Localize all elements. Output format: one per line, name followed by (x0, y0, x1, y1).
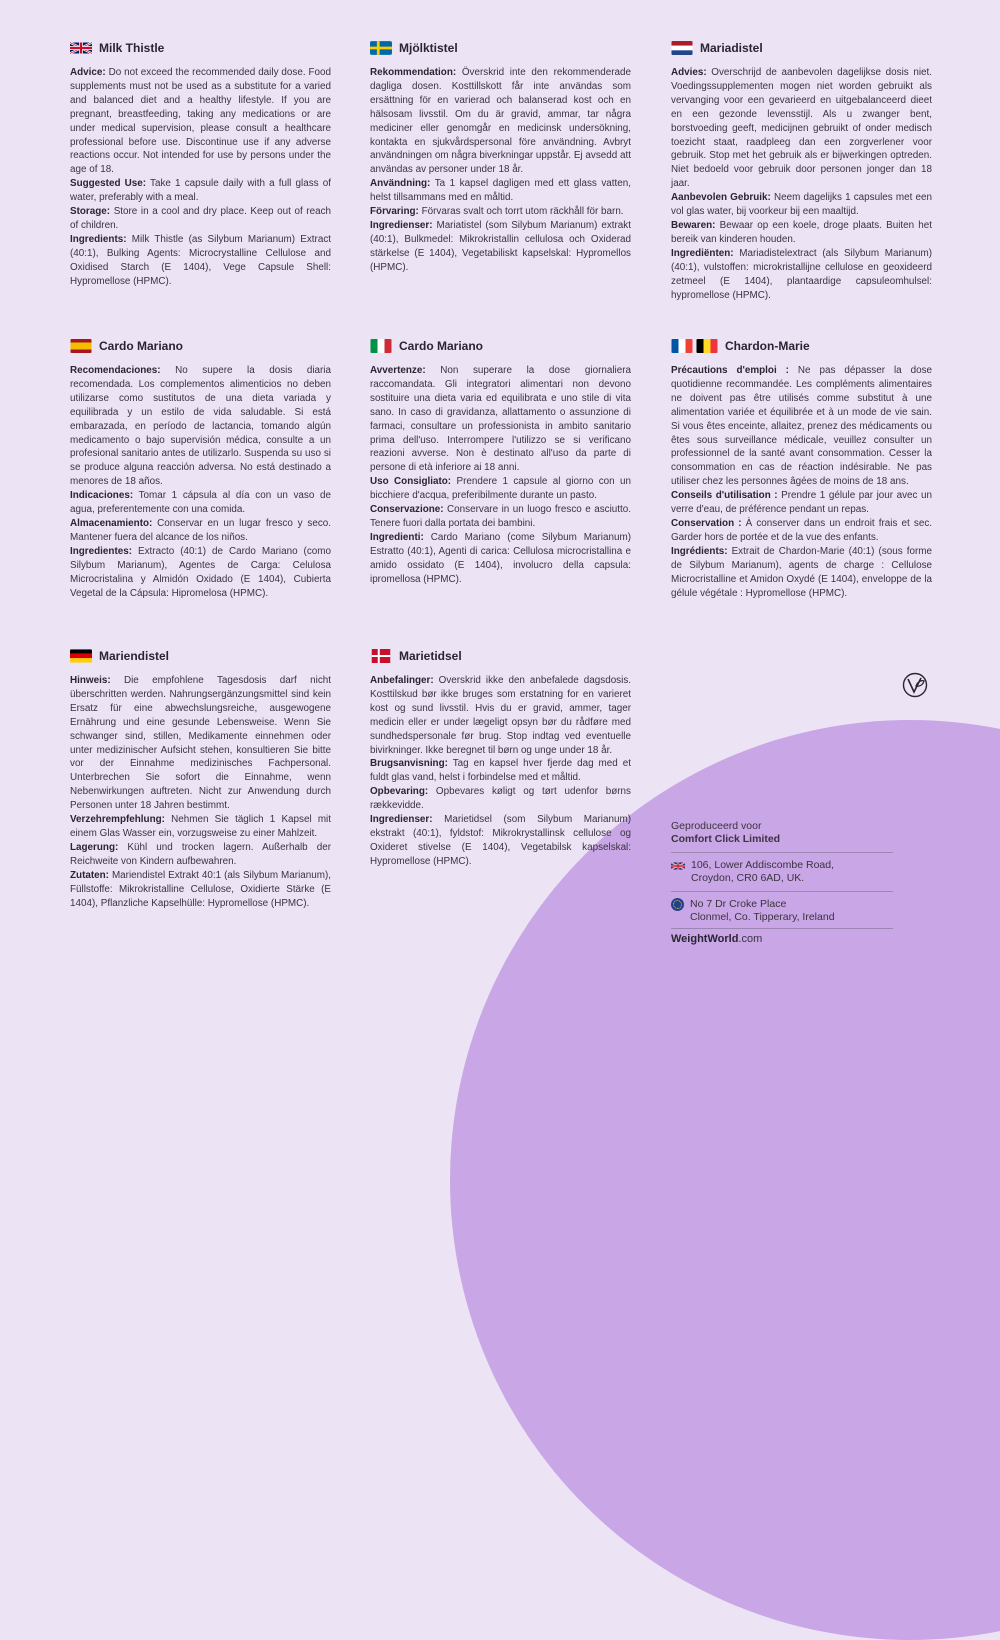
ingredients-text: Cardo Mariano (come Silybum Marianum) Estratto (40:1), Agenti di carica: Cellulosa microcristallina e amido ossidato (E 1404), involucro della capsula: ipromellosa (HPMC). (370, 531, 631, 585)
use-label: Användning: (370, 178, 431, 190)
section-sv (370, 40, 631, 275)
use-label: Conseils d'utilisation : (671, 490, 778, 502)
section-header (370, 648, 631, 664)
storage-label: Bewaren: (671, 219, 716, 231)
storage-text: Conservar en un lugar fresco y seco. Mantener fuera del alcance de los niños. (70, 517, 331, 543)
ie-address-line-1: No 7 Dr Croke Place (690, 898, 787, 910)
storage-label: Conservation : (671, 517, 742, 529)
ie-address (671, 891, 893, 924)
storage-text: Förvaras svalt och torrt utom räckhåll för barn. (421, 206, 624, 218)
section-header (671, 40, 932, 56)
section-title: Mjölktistel (399, 41, 458, 55)
advice-text: Die empfohlene Tagesdosis darf nicht überschritten werden. Nahrungsergänzungsmittel sind kein Ersatz für eine abwechslungsreiche, ausgewogene Ernährung und eine gesunde Lebensweise. Wenn Sie schwanger sind, stillen, Medikamente einnehmen oder unter medizinischer Aufsicht stehen, konsultieren Sie bitte vor der Einnahme medizinisches Fachpersonal. Unterbrechen Sie sofort die Einnahme, wenn Nebenwirkungen auftreten. Nicht zur Anwendung durch Personen unter 18 Jahren bestimmt. (70, 675, 331, 812)
section-header (70, 40, 331, 56)
section-body (70, 364, 331, 600)
section-header (70, 648, 331, 664)
section-en (70, 40, 331, 289)
france-flag-icon (671, 339, 693, 353)
storage-text: Opbevares køligt og tørt udenfor børns rækkevidde. (370, 786, 631, 812)
vegan-icon (902, 672, 928, 698)
use-text: Prendere 1 capsule al giorno con un bicchiere d'acqua, preferibilmente durante un pasto. (370, 476, 631, 502)
section-title: Mariendistel (99, 649, 170, 663)
section-header (671, 338, 932, 354)
uk-address (671, 852, 893, 885)
advice-label: Rekommendation: (370, 67, 457, 78)
section-body (671, 66, 932, 302)
section-title: Marietidsel (399, 649, 462, 663)
section-header (370, 338, 631, 354)
brand-url (671, 928, 893, 945)
ingredients-text: Mariatistel (som Silybum Marianum) extrakt (40:1), Bulkmedel: Mikrokristallin cellulosa och Oxiderad stärkelse (E 1404), Vegetabiliskt kapselskal: Hypromellos (HPMC). (370, 219, 631, 273)
use-text: Take 1 capsule daily with a full glass of water, preferably with a meal. (70, 178, 331, 204)
section-body (70, 674, 331, 910)
use-label: Brugsanvisning: (370, 758, 448, 770)
storage-label: Conservazione: (370, 504, 444, 516)
ingredients-label: Ingrediënten: (671, 247, 734, 259)
use-text: Neem dagelijks 1 capsules met een vol glas water, bij voorkeur bij een maaltijd. (671, 192, 933, 218)
storage-label: Almacenamiento: (70, 517, 153, 529)
section-da (370, 648, 631, 869)
denmark-flag-icon (370, 649, 392, 663)
brand-name: WeightWorld (671, 933, 739, 945)
italy-flag-icon (370, 339, 392, 353)
ingredients-text: Extrait de Chardon-Marie (40:1) (sous forme de Silybum Marianum), agents de charge : Cellulose Microcristalline et Amidon Oxydé (E 1404), enveloppe de la gélule végétale : Hypromellose (HPMC). (671, 545, 932, 599)
use-label: Aanbevolen Gebruik: (671, 192, 771, 204)
storage-text: Store in a cool and dry place. Keep out of reach of children. (70, 206, 331, 231)
use-label: Indicaciones: (70, 490, 134, 502)
uk-flag-icon (671, 861, 685, 871)
storage-label: Storage: (70, 206, 111, 218)
advice-text: Non superare la dose giornaliera raccomandata. Gli integratori alimentari non devono sostituire una dieta varia ed equilibrata e uno stile di vita sano. In caso di gravidanza, allattamento o assunzione di farmaci, consultare un professionista in ambito sanitario prima dell'uso. Interrompere l'utilizzo se si verificano reazioni avverse. Non è destinato all'uso da parte di persone di età inferiore ai 18 anni. (370, 365, 631, 474)
section-de (70, 648, 331, 910)
ingredients-label: Ingredientes: (70, 545, 133, 557)
section-title: Chardon-Marie (725, 339, 810, 353)
advice-label: Précautions d'emploi : (671, 365, 789, 376)
uk-flag-icon (70, 41, 92, 55)
use-text: Ta 1 kapsel dagligen med ett glass vatten, helst tillsammans med en måltid. (370, 178, 631, 204)
advice-text: Överskrid inte den rekommenderade dagliga dosen. Kosttillskott får inte användas som ersättning för en varierad och balanserad kost och en hälsosam livsstil. Om du är gravid, ammar, tar några mediciner eller genomgår en medicinsk undersökning, kontakta en sjukvårdspersonal före användning. Avbryt användningen om några biverkningar uppstår. Ej avsedd att användas av personer under 18 år. (370, 67, 631, 176)
section-body (70, 66, 331, 289)
ingredients-label: Ingredienti: (370, 531, 424, 543)
section-body (370, 66, 631, 275)
section-nl (671, 40, 932, 302)
use-label: Uso Consigliato: (370, 476, 452, 488)
storage-text: Bewaar op een koele, droge plaats. Buiten het bereik van kinderen houden. (671, 219, 933, 245)
storage-label: Opbevaring: (370, 786, 429, 798)
ingredients-text: Mariadistelextract (als Silybum Marianum) (40:1), vulstoffen: microkristallijne cellulose en geoxideerd zetmeel (E 1404), plantaardige capsuleomhulsel: hypromellose (HPMC). (671, 247, 932, 301)
produced-for-label: Geproduceerd voor (671, 820, 762, 832)
use-label: Suggested Use: (70, 178, 147, 190)
belgium-flag-icon (696, 339, 718, 353)
section-title: Mariadistel (700, 41, 763, 55)
advice-label: Hinweis: (70, 675, 111, 686)
advice-label: Advies: (671, 67, 707, 78)
use-text: Nehmen Sie täglich 1 Kapsel mit einem Glas Wasser ein, vorzugsweise zu einer Mahlzeit. (70, 814, 331, 839)
storage-text: À conserver dans un endroit frais et sec. Garder hors de portée et de la vue des enfants. (671, 517, 932, 543)
ingredients-label: Ingredienser: (370, 814, 433, 826)
ingredients-label: Zutaten: (70, 869, 109, 881)
storage-text: Conservare in un luogo fresco e asciutto. Tenere fuori dalla portata dei bambini. (370, 504, 632, 529)
ingredients-text: Marietidsel (som Silybum Marianum) ekstrakt (40:1), fyldstof: Mikrokrystallinsk cellulose og Oxideret stivelse (E 1404), Vegetabilsk kapselskal: Hypromellose (HPMC). (370, 814, 631, 867)
use-text: Prendre 1 gélule par jour avec un verre d'eau, de préférence pendant un repas. (671, 490, 932, 516)
section-body (671, 364, 932, 600)
flags (671, 339, 718, 353)
advice-text: Ne pas dépasser la dose quotidienne recommandée. Les compléments alimentaires ne doivent pas être utilisés comme substitut à une alimentation variée et équilibrée et à un mode de vie sain. Si vous êtes enceinte, allaitez, prenez des médicaments ou êtes sous surveillance médicale, veuillez consulter un professionnel de la santé avant consommation. Cesser la consommation en cas de réaction indésirable. Ne pas utiliser chez les personnes âgées de moins de 18 ans. (671, 365, 932, 488)
advice-label: Anbefalinger: (370, 675, 434, 686)
company-name: Comfort Click Limited (671, 833, 781, 845)
section-header (370, 40, 631, 56)
ie-address-line-2: Clonmel, Co. Tipperary, Ireland (690, 911, 835, 923)
ingredients-label: Ingredienser: (370, 219, 433, 231)
ingredients-label: Ingredients: (70, 233, 127, 245)
sweden-flag-icon (370, 41, 392, 55)
advice-text: Overschrijd de aanbevolen dagelijkse dosis niet. Voedingssupplementen mogen niet worden gebruikt als vervanging voor een gevarieerd en uitgebalanceerd dieet en een gezonde levensstijl. Als u zwanger bent, borstvoeding geeft, medicijnen gebruikt of onder medisch toezicht staat, raadpleeg dan een zorgverlener voor gebruik. Stop met het gebruik als er bijwerkingen optreden. Niet bedoeld voor gebruik door personen jonger dan 18 jaar. (671, 67, 932, 190)
company-info (671, 820, 893, 945)
brand-domain: .com (738, 933, 763, 945)
use-text: Tomar 1 cápsula al día con un vaso de agua, preferentemente con una comida. (70, 490, 331, 516)
advice-text: No supere la dosis diaria recomendada. Los complementos alimenticios no deben utilizarse como sustitutos de una dieta variada y equilibrada y un estilo de vida saludable. Si está embarazada, en período de lactancia, tomando algún medicamento o bajo supervisión médica, consulte a un profesional sanitario antes de utilizarlo. Suspenda su uso si se produce alguna reacción adversa. No está destinado a menores de 18 años. (70, 365, 331, 488)
eu-flag-icon (671, 898, 684, 911)
advice-label: Avvertenze: (370, 365, 426, 376)
use-text: Tag en kapsel hver fjerde dag med et fuldt glas vand, helst i forbindelse med et måltid. (370, 758, 631, 784)
section-title: Cardo Mariano (99, 339, 184, 353)
section-es (70, 338, 331, 600)
section-it (370, 338, 631, 587)
storage-label: Förvaring: (370, 206, 419, 218)
uk-address-line-1: 106, Lower Addiscombe Road, (691, 859, 835, 871)
section-body (370, 364, 631, 587)
netherlands-flag-icon (671, 41, 693, 55)
ingredients-text: Mariendistel Extrakt 40:1 (als Silybum Marianum), Füllstoffe: Mikrokristalline Cellulose, Oxidierte Stärke (E 1404), Pflanzliche Kapselhülle: Hypromellose (HPMC). (70, 869, 331, 909)
ingredients-text: Extracto (40:1) de Cardo Mariano (como Silybum Marianum), Agentes de Carga: Celulosa Microcristalina y Almidón Oxidado (E 1404), Cubierta Vegetal de la Cápsula: Hipromelosa (HPMC). (70, 545, 331, 599)
spain-flag-icon (70, 339, 92, 353)
uk-address-line-2: Croydon, CR0 6AD, UK. (691, 872, 805, 884)
advice-text: Do not exceed the recommended daily dose. Food supplements must not be used as a substitute for a varied and balanced diet and a healthy lifestyle. If you are pregnant, breastfeeding, taking any medications or are under medical supervision, please consult a healthcare professional before use. Discontinue use if any adverse reactions occur. Not intended for use by persons under the age of 18. (70, 67, 331, 176)
ingredients-text: Milk Thistle (as Silybum Marianum) Extract (40:1), Bulking Agents: Microcrystalline Cellulose and Oxidised Starch (E 1404), Vege Capsule Shell: Hypromellose (HPMC). (70, 233, 332, 287)
section-header (70, 338, 331, 354)
storage-label: Lagerung: (70, 841, 119, 853)
advice-label: Recomendaciones: (70, 365, 161, 376)
advice-text: Overskrid ikke den anbefalede dagsdosis. Kosttilskud bør ikke bruges som erstatning for en varieret kost og sund livsstil. Hvis du er gravid, ammer, tager medicin eller er under lægeligt opsyn bør du rådføre med sundhedspersonale før brug. Stop indtag ved eventuelle bivirkninger. Ikke beregnet til børn og unge under 18 år. (370, 675, 631, 756)
advice-label: Advice: (70, 67, 106, 78)
section-body (370, 674, 631, 869)
section-title: Milk Thistle (99, 41, 165, 55)
section-title: Cardo Mariano (399, 339, 484, 353)
germany-flag-icon (70, 649, 92, 663)
use-label: Verzehrempfehlung: (70, 814, 165, 826)
storage-text: Kühl und trocken lagern. Außerhalb der Reichweite von Kindern aufbewahren. (70, 841, 331, 867)
ingredients-label: Ingrédients: (671, 545, 728, 557)
section-fr (671, 338, 932, 600)
